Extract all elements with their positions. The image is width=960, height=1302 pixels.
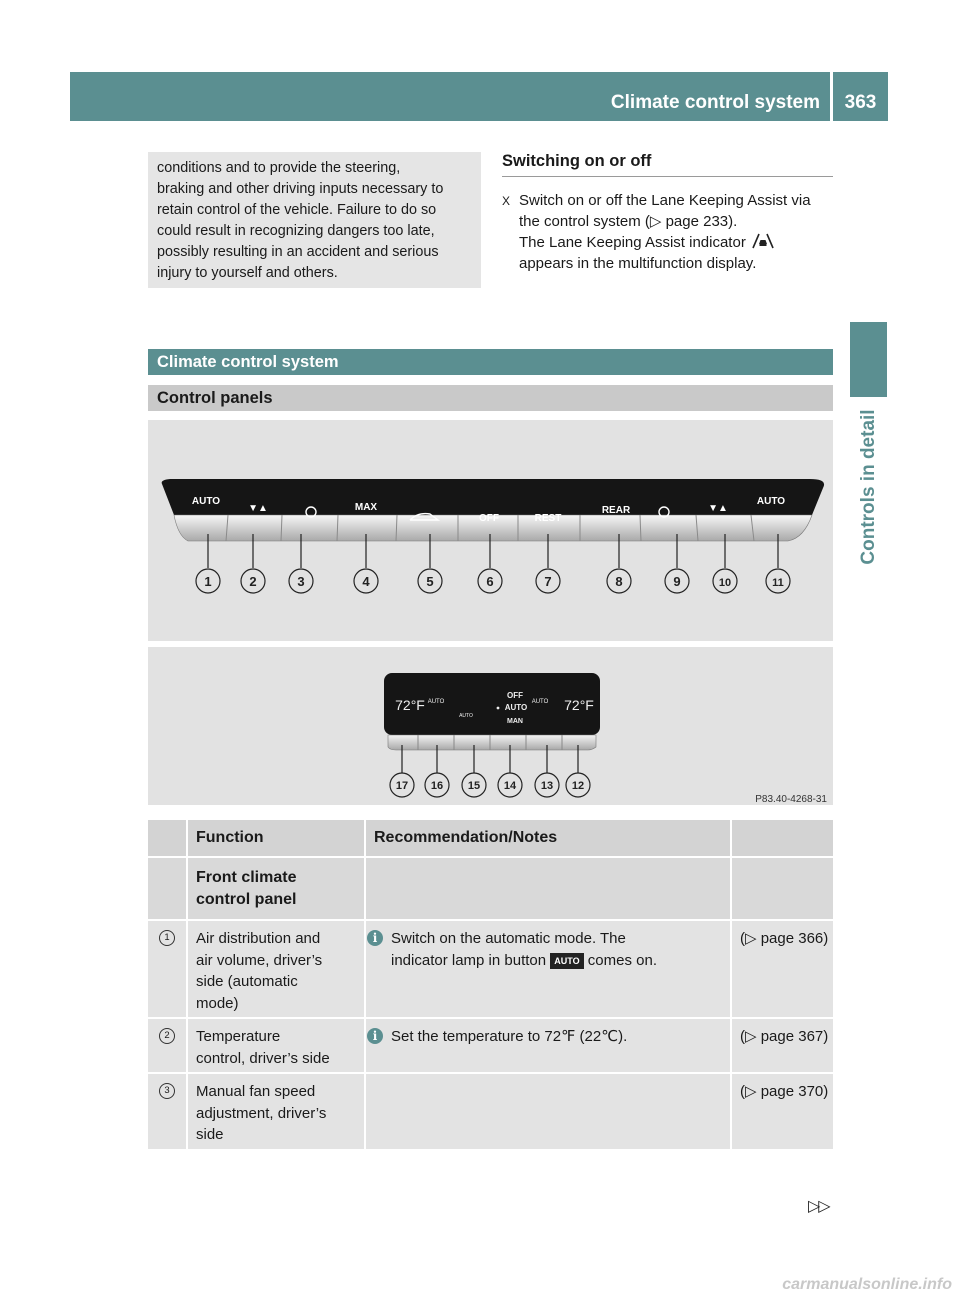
info-icon: i <box>367 1028 383 1044</box>
mode-off: OFF <box>507 691 523 700</box>
table-row <box>148 1018 833 1073</box>
function-line: air volume, driver’s <box>196 951 323 969</box>
page-reference: (▷ page 367) <box>731 1018 833 1073</box>
step-marker-icon: X <box>502 194 511 208</box>
callout-number: 11 <box>772 577 784 589</box>
side-tab <box>850 397 887 577</box>
callout-number: 6 <box>486 574 494 589</box>
section-title: Climate control system <box>148 349 833 375</box>
function-table <box>148 820 833 1151</box>
table-section-row <box>148 857 833 920</box>
header-notes: Recommendation/Notes <box>365 820 731 857</box>
key-label: ▼▲ <box>708 503 728 514</box>
callout-number: 12 <box>571 780 585 792</box>
info-icon: i <box>367 930 383 946</box>
callout-number: 3 <box>297 574 305 589</box>
warning-line: conditions and to provide the steering, <box>157 160 401 176</box>
table-row <box>148 920 833 1018</box>
display-auto-left: AUTO <box>427 699 445 705</box>
callout-number: 7 <box>544 574 552 589</box>
header-title: Climate control system <box>610 92 820 113</box>
warning-line: could result in recognizing dangers too late, <box>157 223 435 239</box>
callout-number: 17 <box>395 780 409 792</box>
section-row-label: control panel <box>196 890 297 908</box>
continue-marker: ▷▷ <box>808 1198 829 1215</box>
callout-number: 4 <box>362 574 370 589</box>
note-line: Switch on the automatic mode. The <box>391 930 626 947</box>
mode-man: MAN <box>507 718 523 725</box>
callout-number: 10 <box>718 577 732 589</box>
key-label: REAR <box>601 505 631 516</box>
warning-line: retain control of the vehicle. Failure to do so <box>157 202 437 218</box>
page-reference: (▷ page 370) <box>731 1073 833 1150</box>
header-function: Function <box>187 820 365 857</box>
function-line: side <box>196 1126 224 1143</box>
section-row-label: Front climate <box>196 869 297 886</box>
function-line: adjustment, driver’s <box>196 1104 327 1122</box>
function-line: side (automatic <box>196 973 298 990</box>
display-temp-right: 72°F <box>564 697 594 713</box>
mode-indicator-dot <box>497 707 500 710</box>
row-number-icon: 1 <box>159 930 175 946</box>
callout-number: 15 <box>467 780 481 792</box>
function-line: Temperature <box>196 1028 281 1045</box>
switching-line: Switch on or off the Lane Keeping Assist via <box>519 192 811 209</box>
switching-body <box>502 190 837 274</box>
row-number-icon: 3 <box>159 1083 175 1099</box>
note-line: indicator lamp in button <box>391 951 547 969</box>
callout-number: 16 <box>430 780 444 792</box>
mode-auto: AUTO <box>504 703 528 712</box>
key-label: AUTO <box>191 496 221 507</box>
page-reference: (▷ page 366) <box>731 920 833 1018</box>
display-auto-right: AUTO <box>531 699 549 705</box>
switching-line: The Lane Keeping Assist indicator <box>519 234 746 251</box>
switching-line: the control system (▷ page 233). <box>519 213 738 230</box>
rear-panel-illustration <box>148 647 833 805</box>
function-line: control, driver’s side <box>196 1049 330 1067</box>
front-panel-illustration <box>148 420 833 641</box>
callout-number: 13 <box>540 780 554 792</box>
header-ref <box>731 820 833 857</box>
row-number-icon: 2 <box>159 1028 175 1044</box>
callout-number: 2 <box>249 574 257 589</box>
callout-number: 1 <box>204 574 212 589</box>
function-line: Manual fan speed <box>196 1083 316 1100</box>
auto-button-icon: AUTO <box>550 953 583 969</box>
callout-number: 9 <box>673 574 681 589</box>
callout-number: 8 <box>615 574 623 589</box>
callout-number: 5 <box>426 574 434 589</box>
footer-watermark: carmanualsonline.info <box>782 1276 952 1293</box>
warning-line: braking and other driving inputs necessary to <box>157 181 444 197</box>
note-line: Set the temperature to 72℉ (22℃). <box>391 1028 628 1045</box>
figure-reference: P83.40-4268-31 <box>755 794 827 805</box>
key-label: ▼▲ <box>248 503 268 514</box>
page-number: 363 <box>844 92 877 113</box>
key-label: OFF <box>479 513 499 524</box>
rear-panel-figure <box>148 647 833 805</box>
warning-box <box>148 152 481 288</box>
function-line: Air distribution and <box>196 930 321 947</box>
table-header-row <box>148 820 833 857</box>
key-label: AUTO <box>756 496 786 507</box>
section-subtitle: Control panels <box>148 385 833 411</box>
switching-line: appears in the multifunction display. <box>519 255 757 272</box>
key-label: MAX <box>354 502 378 513</box>
warning-line: possibly resulting in an accident and serious <box>157 244 439 260</box>
side-tab-label: Controls in detail <box>857 409 879 565</box>
front-panel-figure <box>148 420 833 641</box>
function-line: mode) <box>196 994 239 1012</box>
key-label: REST <box>534 513 562 524</box>
note-line: comes on. <box>587 951 657 969</box>
side-tab-marker <box>850 322 887 397</box>
table-row <box>148 1073 833 1150</box>
callout-number: 14 <box>503 780 517 792</box>
lane-keeping-icon <box>750 234 776 251</box>
display-auto-small: AUTO <box>459 713 473 719</box>
switching-heading: Switching on or off <box>502 152 833 177</box>
display-temp-left: 72°F <box>395 697 425 713</box>
warning-line: injury to yourself and others. <box>157 265 338 281</box>
